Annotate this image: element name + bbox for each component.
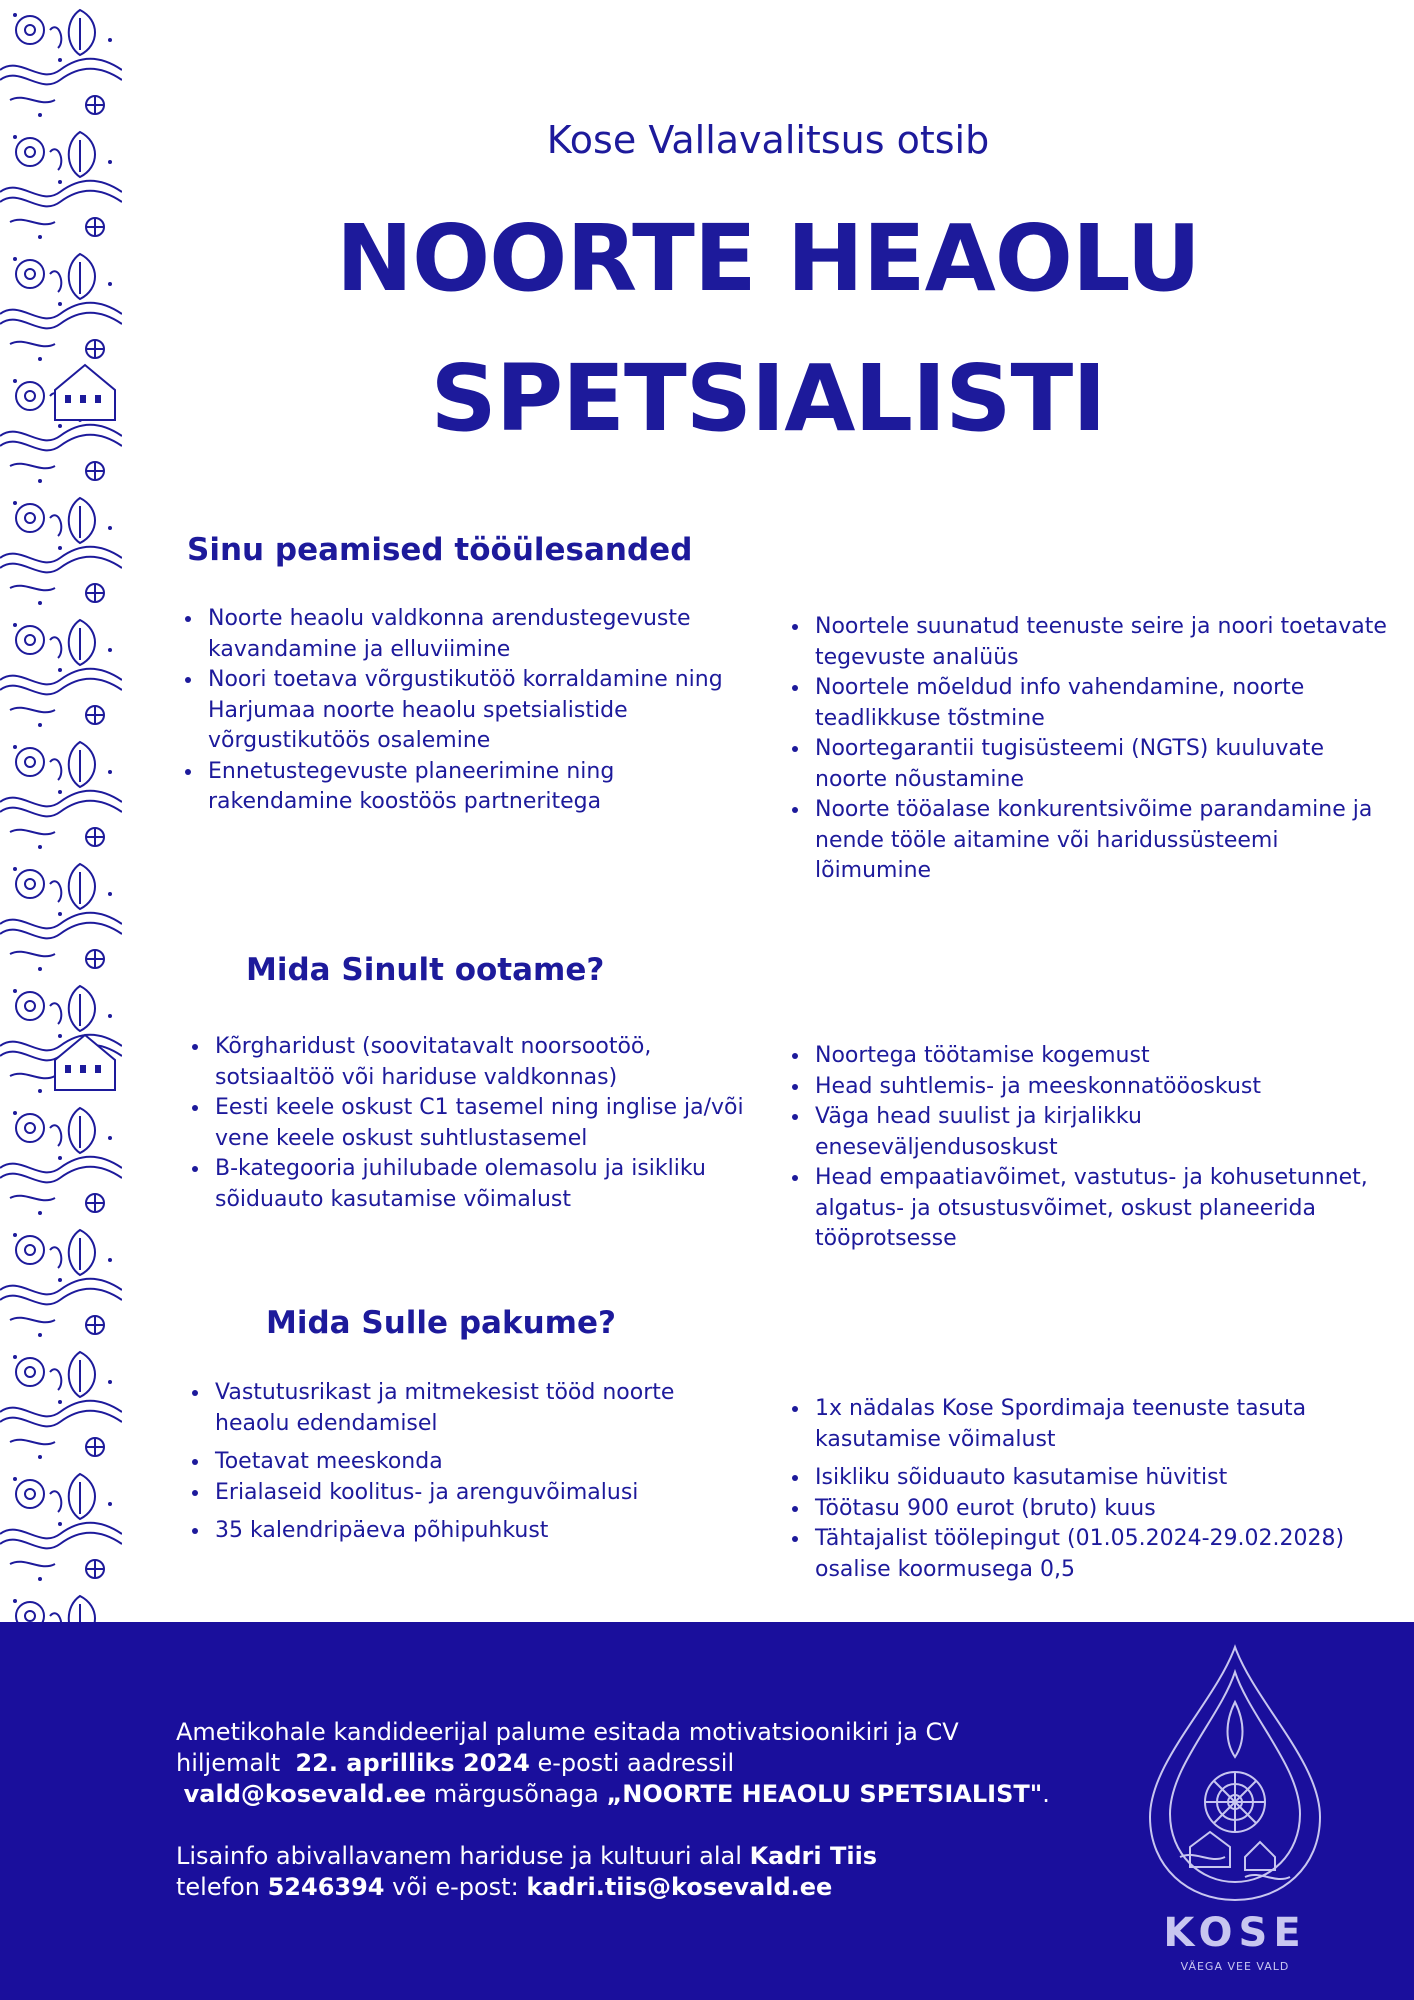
list-item: • Isikliku sõiduauto kasutamise hüvitist <box>811 1463 1391 1494</box>
application-keyword: „NOORTE HEAOLU SPETSIALIST" <box>606 1780 1043 1808</box>
kicker-text: Kose Vallavalitsus otsib <box>546 118 990 162</box>
instructions-line2 <box>176 1748 1076 1779</box>
job-title-line1: NOORTE HEAOLU <box>335 205 1201 312</box>
list-item: • Kõrgharidust (soovitatavalt noorsootöö, sotsiaaltöö või hariduse valdkonnas) <box>211 1032 746 1093</box>
deadline-date: 22. aprilliks 2024 <box>295 1749 530 1777</box>
list-item: • Töötasu 900 eurot (bruto) kuus <box>811 1494 1391 1525</box>
list-item: • Noortele suunatud teenuste seire ja noori toetavate tegevuste analüüs <box>811 612 1391 673</box>
tasks-right-list <box>789 612 1391 887</box>
instructions-line1: Ametikohale kandideerijal palume esitada motivatsioonikiri ja CV <box>176 1718 959 1746</box>
logo-wordmark: KOSE <box>1163 1910 1307 1956</box>
list-item: • Noorte tööalase konkurentsivõime parandamine ja nende tööle aitamine või haridussüsteemi lõimumine <box>811 795 1391 887</box>
job-title-line2: SPETSIALISTI <box>430 345 1106 452</box>
list-item: • Tähtajalist töölepingut (01.05.2024-29.02.2028) osalise koormusega 0,5 <box>811 1524 1391 1585</box>
list-item: • Erialaseid koolitus- ja arenguvõimalusi <box>211 1478 746 1509</box>
info-line2 <box>176 1872 1076 1903</box>
list-item: • Noortele mõeldud info vahendamine, noorte teadlikkuse tõstmine <box>811 673 1391 734</box>
application-instructions <box>176 1717 1076 1903</box>
list-item: • Eesti keele oskust C1 tasemel ning inglise ja/või vene keele oskust suhtlustasemel <box>211 1093 746 1154</box>
list-item: • Noortegarantii tugisüsteemi (NGTS) kuuluvate noorte nõustamine <box>811 734 1391 795</box>
tasks-left-list <box>182 604 764 818</box>
keyword-prefix: märgusõnaga <box>433 1780 599 1808</box>
offer-right-list <box>789 1394 1391 1585</box>
tasks-heading: Sinu peamised tööülesanded <box>187 532 693 568</box>
contact-email-link[interactable]: kadri.tiis@kosevald.ee <box>526 1873 833 1901</box>
keyword-suffix: . <box>1042 1780 1050 1808</box>
kose-logo <box>1135 1642 1335 1982</box>
contact-footer <box>0 1622 1414 2000</box>
info-line1 <box>176 1841 1076 1872</box>
phone-prefix: telefon <box>176 1873 260 1901</box>
list-item: • Toetavat meeskonda <box>211 1447 746 1478</box>
list-item: • Noortega töötamise kogemust <box>811 1041 1391 1072</box>
info-prefix: Lisainfo abivallavanem hariduse ja kultuuri alal <box>176 1842 742 1870</box>
offer-left-list <box>189 1378 746 1547</box>
list-item: • Ennetustegevuste planeerimine ning rakendamine koostöös partneritega <box>204 757 764 818</box>
expect-right-list <box>789 1041 1391 1255</box>
list-item: • Noorte heaolu valdkonna arendustegevuste kavandamine ja elluviimine <box>204 604 764 665</box>
deadline-prefix: hiljemalt <box>176 1749 281 1777</box>
contact-phone[interactable]: 5246394 <box>267 1873 385 1901</box>
water-drop-icon <box>1135 1642 1335 1907</box>
list-item: • 35 kalendripäeva põhipuhkust <box>211 1516 746 1547</box>
contact-name: Kadri Tiis <box>749 1842 878 1870</box>
deadline-suffix: e-posti aadressil <box>537 1749 735 1777</box>
phone-mid: või e-post: <box>392 1873 519 1901</box>
list-item: • Noori toetava võrgustikutöö korraldamine ning Harjumaa noorte heaolu spetsialistide võrgustikutöös osalemine <box>204 665 764 757</box>
expect-heading: Mida Sinult ootame? <box>246 952 605 988</box>
list-item: • 1x nädalas Kose Spordimaja teenuste tasuta kasutamise võimalust <box>811 1394 1391 1455</box>
application-email-link[interactable]: vald@kosevald.ee <box>183 1780 427 1808</box>
expect-left-list <box>189 1032 746 1215</box>
footer-spacer <box>176 1810 1076 1841</box>
offer-heading: Mida Sulle pakume? <box>266 1305 616 1341</box>
list-item: • Head empaatiavõimet, vastutus- ja kohusetunnet, algatus- ja otsustusvõimet, oskust planeerida tööprotsesse <box>811 1163 1391 1255</box>
list-item: • B-kategooria juhilubade olemasolu ja isikliku sõiduauto kasutamise võimalust <box>211 1154 746 1215</box>
list-item: • Vastutusrikast ja mitmekesist tööd noorte heaolu edendamisel <box>211 1378 746 1439</box>
list-item: • Head suhtlemis- ja meeskonnatööoskust <box>811 1072 1391 1103</box>
instructions-line3 <box>176 1779 1076 1810</box>
logo-tagline: VÄEGA VEE VALD <box>1180 1960 1290 1973</box>
list-item: • Väga head suulist ja kirjalikku eneseväljendusoskust <box>811 1102 1391 1163</box>
